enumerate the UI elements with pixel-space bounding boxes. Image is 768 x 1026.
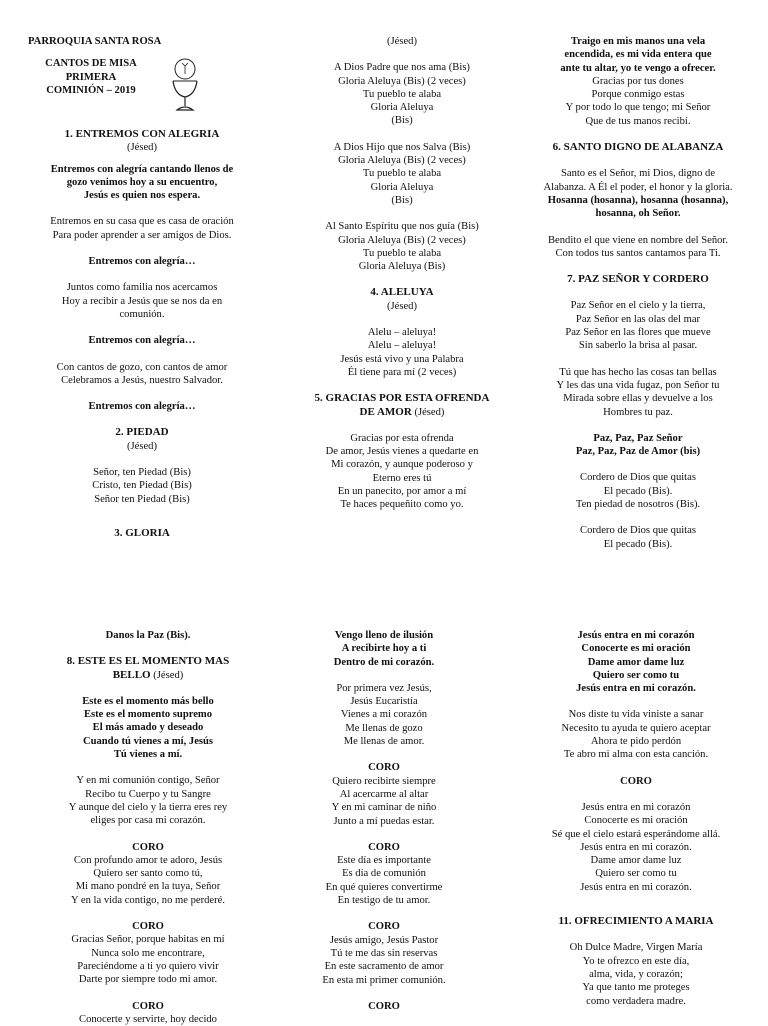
song-verse: Oh Dulce Madre, Virgen María Yo te ofrezco en este día, alma, vida, y corazón; Ya que tanto me proteges como verdadera madre. xyxy=(569,942,703,1007)
title-line: COMINIÓN – 2019 xyxy=(46,84,136,96)
song-chorus: Jesús entra en mi corazón Conocerte es mi oración Dame amor dame luz Quiero ser como tu Jesús entra en mi corazón. xyxy=(576,630,696,695)
song-verse: Cordero de Dios que quitas El pecado (Bis). Ten piedad de nosotros (Bis). xyxy=(575,472,701,511)
coro-label: CORO xyxy=(132,921,164,933)
song-chorus: Vengo lleno de ilusión A recibirte hoy a ti Dentro de mi corazón. xyxy=(333,630,435,668)
song-verse: Gracias por tus dones Porque conmigo estas Y por todo lo que tengo; mi Señor Que de tus manos recibí. xyxy=(565,75,711,127)
song-verse: Al Santo Espíritu que nos guía (Bis) Gloria Aleluya (Bis) (2 veces) Tu pueblo te alaba Gloria Aleluya (Bis) xyxy=(325,221,479,273)
coro-label: CORO xyxy=(620,775,652,787)
song-title-8: 8. ESTE ES EL MOMENTO MAS xyxy=(66,655,230,668)
song-chorus: Hosanna (hosanna), hosanna (hosanna), hosanna, oh Señor. xyxy=(547,194,729,220)
song-author: (Jésed) xyxy=(386,36,417,47)
song-title-11: 11. OFRECIMIENTO A MARIA xyxy=(558,915,714,928)
song-title-1: 1. ENTREMOS CON ALEGRIA xyxy=(64,128,220,140)
song-verse: Quiero recibirte siempre Al acercarme al altar Y en mi caminar de niño Junto a mí puedas estar. xyxy=(331,775,437,827)
coro-label: CORO xyxy=(132,841,164,853)
coro-label: CORO xyxy=(368,841,400,853)
song-verse: Gracias por esta ofrenda De amor, Jesús vienes a quedarte en Mi corazón, y aunque poderoso y Eterno eres tú En un panecito, por amor a mí Te haces pequeñito como yo. xyxy=(325,432,479,511)
song-verse: Con cantos de gozo, con cantos de amor Celebramos a Jesús, nuestro Salvador. xyxy=(56,361,228,386)
song-chorus: Entremos con alegría cantando llenos de gozo venimos hoy a su encuentro, Jesús es quien nos espera. xyxy=(50,163,234,202)
song-author: (Jésed) xyxy=(126,440,157,452)
song-title-7: 7. PAZ SEÑOR Y CORDERO xyxy=(567,273,709,286)
song-verse: Jesús entra en mi corazón Conocerte es mi oración Sé que el cielo estará esperándome allá. Jesús entra en mi corazón. Dame amor dame luz Quiero ser como tu Jesús entra en mi corazón. xyxy=(551,801,721,893)
song-verse: Con profundo amor te adoro, Jesús Quiero ser santo como tú, Mi mano pondré en la tuya, Señor Y en la vida contigo, no me perderé. xyxy=(70,854,226,906)
booklet-title xyxy=(28,57,154,97)
column-3 xyxy=(520,35,756,551)
coro-label: CORO xyxy=(132,1000,164,1012)
parish-name: PARROQUIA SANTA ROSA xyxy=(28,36,162,47)
song-verse: Tú que has hecho las cosas tan bellas Y les das una vida fugaz, pon Señor tu Mirada sobre ellas y devuelve a los Hombres tu paz. xyxy=(556,366,720,418)
song-verse: Este día es importante Es día de comunión En qué quieres convertirme En testigo de tu amor. xyxy=(325,855,443,907)
song-title-8-cont: BELLO (Jésed) xyxy=(112,668,184,681)
song-line: Conocerte y servirte, hoy decido xyxy=(79,1013,217,1025)
song-verse: A Dios Hijo que nos Salva (Bis) Gloria Aleluya (Bis) (2 veces) Tu pueblo te alaba Gloria Aleluya (Bis) xyxy=(333,141,471,206)
song-title-5: 5. GRACIAS POR ESTA OFRENDA xyxy=(314,392,490,405)
song-verse: Paz Señor en el cielo y la tierra, Paz Señor en las olas del mar Paz Señor en las flores que mueve Sin saberlo la brisa al pasar. xyxy=(565,300,711,352)
song-verse: Entremos en su casa que es casa de oración Para poder aprender a ser amigos de Dios. xyxy=(50,216,234,241)
song-verse: Señor, ten Piedad (Bis) Cristo, ten Piedad (Bis) Señor ten Piedad (Bis) xyxy=(92,467,192,505)
title-line: PRIMERA xyxy=(65,71,117,83)
column-5 xyxy=(266,629,502,1013)
coro-label: CORO xyxy=(368,762,400,774)
song-title-2: 2. PIEDAD xyxy=(115,426,169,439)
chalice-host-icon xyxy=(167,57,203,113)
song-verse: Santo es el Señor, mi Dios, digno de Alabanza. A Él el poder, el honor y la gloria. xyxy=(543,168,733,193)
column-4 xyxy=(30,629,266,1026)
song-title-4: 4. ALELUYA xyxy=(370,286,434,299)
column-1 xyxy=(24,128,260,540)
column-2 xyxy=(284,35,520,512)
song-verse: Por primera vez Jesús, Jesús Eucaristía Vienes a mi corazón Me llenas de gozo Me llenas de amor. xyxy=(336,682,432,748)
song-verse: Juntos como familia nos acercamos Hoy a recibir a Jesús que se nos da en comunión. xyxy=(61,282,223,320)
song-verse: Alelu – aleluya! Alelu – aleluya! Jesús está vivo y una Palabra Él tiene para mí (2 veces) xyxy=(340,327,464,378)
song-chorus: Este es el momento más bello Este es el momento supremo El más amado y deseado Cuando tú vienes a mí, Jesús Tú vienes a mí. xyxy=(82,695,214,761)
song-verse: Cordero de Dios que quitas El pecado (Bis). xyxy=(580,525,696,550)
song-verse: Gracias Señor, porque habitas en mí Nunca solo me encontrare, Pareciéndome a ti yo quiero vivir Darte por siempre todo mi amor. xyxy=(71,934,225,986)
song-line: Danos la Paz (Bis). xyxy=(105,630,191,641)
coro-label: CORO xyxy=(368,921,400,933)
song-chorus: Traigo en mis manos una vela encendida, es mi vida entera que ante tu altar, yo te vengo a ofrecer. xyxy=(560,36,716,74)
song-verse: Y en mi comunión contigo, Señor Recibo tu Cuerpo y tu Sangre Y aunque del cielo y la tierra eres rey eliges por casa mi corazón. xyxy=(68,775,228,827)
song-title-6: 6. SANTO DIGNO DE ALABANZA xyxy=(552,141,724,154)
title-line: CANTOS DE MISA xyxy=(45,58,137,70)
coro-label: CORO xyxy=(368,1000,400,1012)
song-refrain: Entremos con alegría… xyxy=(88,401,196,413)
song-verse: A Dios Padre que nos ama (Bis) Gloria Aleluya (Bis) (2 veces) Tu pueblo te alaba Gloria Aleluya (Bis) xyxy=(334,62,470,127)
song-title-5-cont: DE AMOR (Jésed) xyxy=(359,405,445,418)
song-refrain: Entremos con alegría… xyxy=(88,335,196,347)
song-author: (Jésed) xyxy=(126,142,157,154)
song-refrain: Entremos con alegría… xyxy=(88,256,196,268)
song-verse: Nos diste tu vida viniste a sanar Necesito tu ayuda te quiero aceptar Ahora te pido perdón Te abro mi alma con esta canción. xyxy=(561,709,711,761)
song-verse: Jesús amigo, Jesús Pastor Tú te me das sin reservas En este sacramento de amor En esta mi primer comunión. xyxy=(322,934,446,986)
song-chorus: Paz, Paz, Paz Señor Paz, Paz, Paz de Amor (bis) xyxy=(575,432,701,458)
song-title-3: 3. GLORIA xyxy=(114,526,170,539)
song-verse: Bendito el que viene en nombre del Señor. Con todos tus santos cantamos para Ti. xyxy=(547,234,729,259)
column-6 xyxy=(518,629,754,1008)
song-author: (Jésed) xyxy=(386,300,417,312)
